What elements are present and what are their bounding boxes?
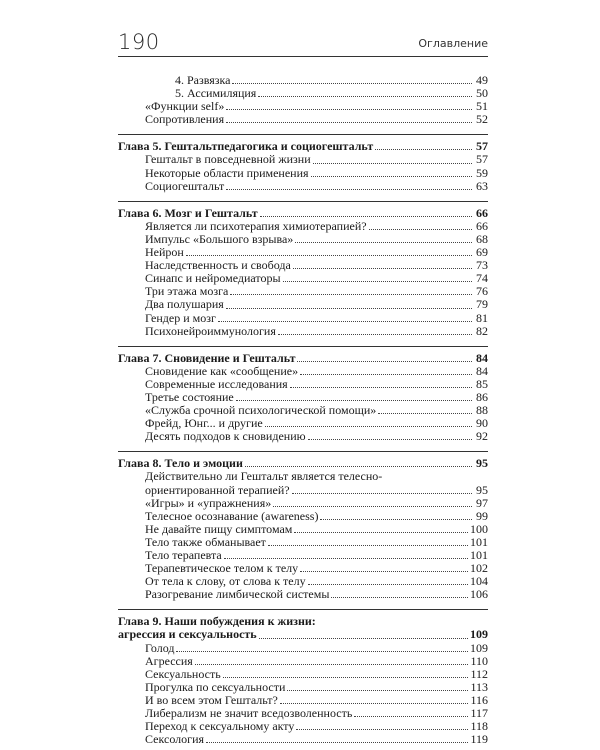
toc-entry[interactable]: Психонейроиммунология 82 <box>145 323 488 338</box>
chapter-heading[interactable]: Глава 5. Гештальтпедагогика и социогештальт 57 <box>118 139 488 154</box>
toc-entry[interactable]: Сексология 119 <box>145 732 488 747</box>
toc-entry[interactable]: Телесное осознавание (awareness) 99 <box>145 508 488 523</box>
toc-entry[interactable]: Сновидение как «сообщение» 84 <box>145 363 488 378</box>
toc-entry[interactable]: Современные исследования 85 <box>145 376 488 391</box>
page-header <box>118 32 488 57</box>
toc-entry[interactable]: «Служба срочной психологической помощи» 88 <box>145 403 488 418</box>
chapter-heading-line1[interactable]: Глава 9. Наши побуждения к жизни: <box>118 614 316 629</box>
toc-entry[interactable]: Синапс и нейромедиаторы 74 <box>145 271 488 286</box>
toc-entry[interactable]: Тело терапевта 101 <box>145 548 488 562</box>
toc-entry[interactable]: «Функции self» 51 <box>145 99 488 114</box>
chapter-heading[interactable]: Глава 8. Тело и эмоции 95 <box>118 456 488 471</box>
toc-entry[interactable]: Голод 109 <box>145 640 488 655</box>
toc-entry[interactable]: Третье состояние 86 <box>145 389 488 404</box>
page-number: 190 <box>118 30 160 54</box>
toc-entry-line1[interactable]: Действительно ли Гештальт является телесно- <box>145 469 383 484</box>
toc-entry[interactable]: Гештальт в повседневной жизни 57 <box>145 152 488 167</box>
toc-chapter-6 <box>118 201 488 338</box>
toc-chapter-9 <box>118 609 488 746</box>
toc-entry[interactable]: ориентированной терапией? 95 <box>145 482 488 497</box>
toc-entry[interactable]: Не давайте пищу симптомам 100 <box>145 521 488 536</box>
toc-entry[interactable]: Сексуальность 112 <box>145 666 488 681</box>
toc-entry[interactable]: Три этажа мозга 76 <box>145 284 488 299</box>
toc-chapter-5 <box>118 134 488 192</box>
toc-entry[interactable]: И во всем этом Гештальт? 116 <box>145 692 488 707</box>
table-of-contents <box>118 74 488 746</box>
toc-chapter-8 <box>118 451 488 601</box>
toc-entry[interactable]: Нейрон 69 <box>145 245 488 260</box>
toc-entry[interactable]: «Игры» и «упражнения» 97 <box>145 495 488 510</box>
toc-entry[interactable]: Агрессия 110 <box>145 653 488 668</box>
toc-entry[interactable]: 4. Развязка 49 <box>175 73 488 87</box>
toc-entry[interactable]: Фрейд, Юнг... и другие 90 <box>145 416 488 431</box>
toc-entry[interactable]: Социогештальт 63 <box>145 178 488 193</box>
toc-entry[interactable]: Разогревание лимбической системы 106 <box>145 587 488 602</box>
toc-entry[interactable]: 5. Ассимиляция 50 <box>175 86 488 101</box>
toc-entry[interactable]: Является ли психотерапия химиотерапией? 66 <box>145 218 488 233</box>
toc-entry[interactable]: От тела к слову, от слова к телу 104 <box>145 574 488 589</box>
toc-entry[interactable]: Импульс «Большого взрыва» 68 <box>145 231 488 246</box>
toc-chapter-7 <box>118 346 488 444</box>
running-head: Оглавление <box>418 37 488 50</box>
chapter-heading[interactable]: Глава 7. Сновидение и Гештальт 84 <box>118 350 488 365</box>
toc-entry[interactable]: Либерализм не значит вседозволенность 117 <box>145 706 488 721</box>
toc-entry[interactable]: Терапевтическое телом к телу 102 <box>145 561 488 576</box>
chapter-heading[interactable]: агрессия и сексуальность 109 <box>118 627 488 642</box>
toc-entry[interactable]: Некоторые области применения 59 <box>145 165 488 180</box>
toc-entry[interactable]: Сопротивления 52 <box>145 112 488 127</box>
toc-entry[interactable]: Два полушария 79 <box>145 297 488 312</box>
toc-entry[interactable]: Десять подходов к сновидению 92 <box>145 429 488 444</box>
toc-entry[interactable]: Переход к сексуальному акту 118 <box>145 719 488 734</box>
toc-entry[interactable]: Тело также обманывает 101 <box>145 534 488 549</box>
toc-section-continued <box>118 74 488 126</box>
toc-entry[interactable]: Гендер и мозг 81 <box>145 310 488 325</box>
toc-entry[interactable]: Прогулка по сексуальности 113 <box>145 679 488 694</box>
toc-entry[interactable]: Наследственность и свобода 73 <box>145 258 488 273</box>
chapter-heading[interactable]: Глава 6. Мозг и Гештальт 66 <box>118 205 488 220</box>
